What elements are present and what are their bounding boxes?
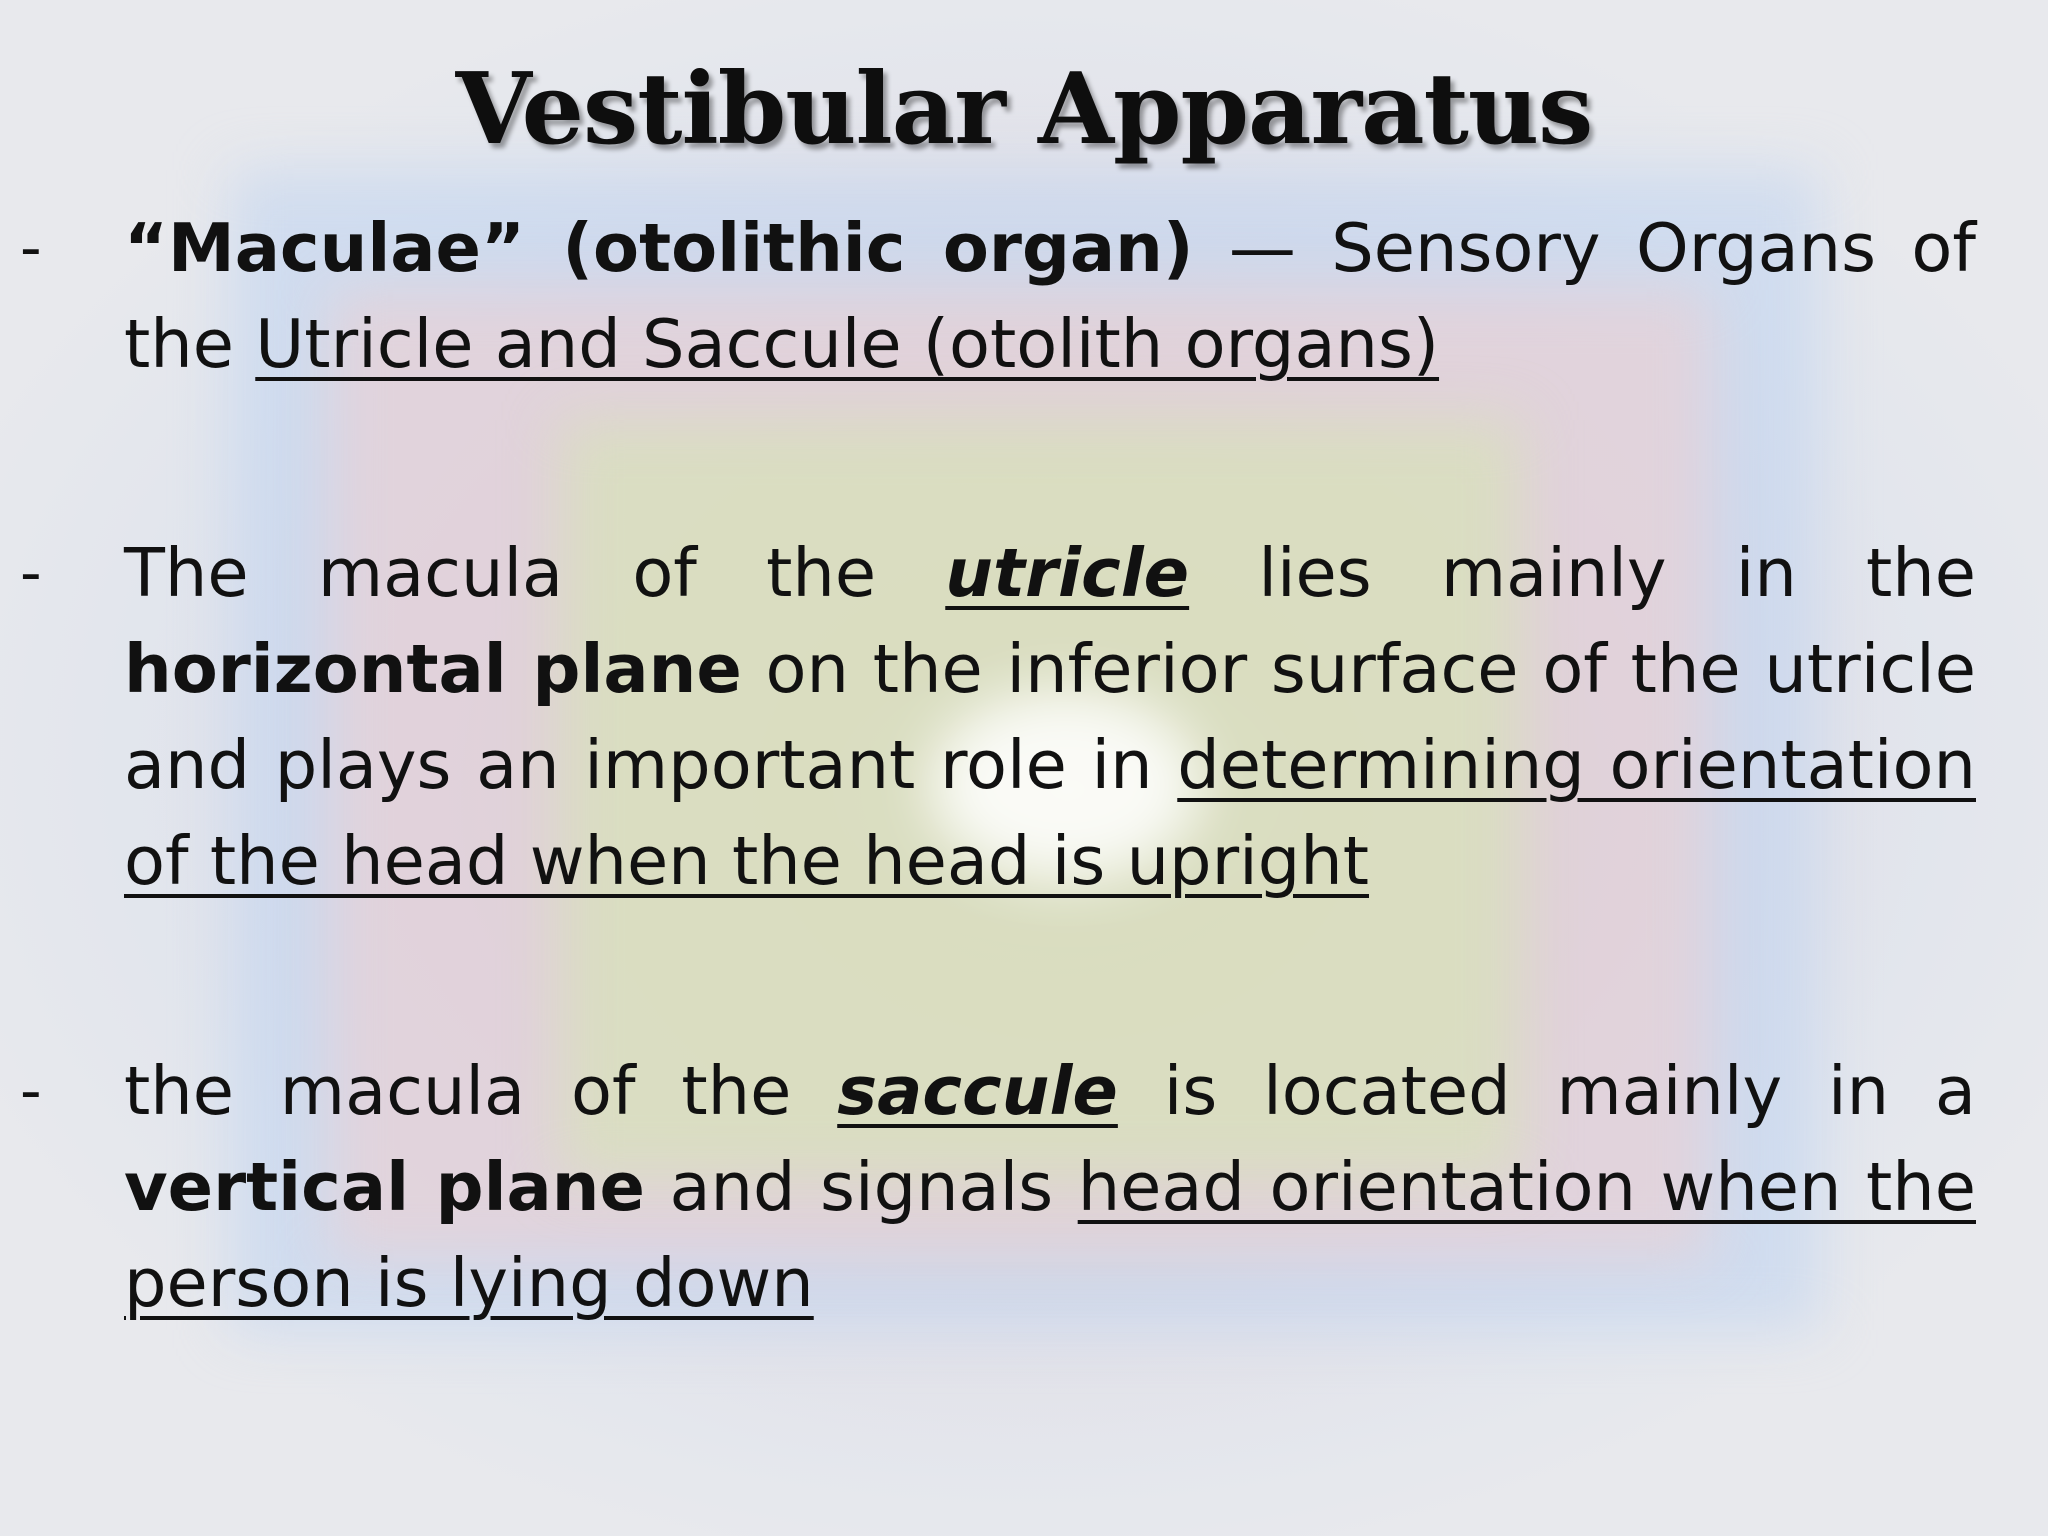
bullet-bold-phrase: vertical plane (124, 1148, 645, 1226)
bullet-mid: and signals (644, 1148, 1078, 1226)
bullet-marker: - (20, 538, 42, 608)
bullet-pre: the macula of the (124, 1052, 838, 1130)
bullet-term: “Maculae” (otolithic organ) (124, 209, 1194, 287)
bullet-text (124, 200, 1976, 392)
bullet-underlined-phrase: Utricle and Saccule (otolith organs) (255, 305, 1440, 383)
bullet-marker: - (20, 1056, 42, 1126)
bullet-bold-phrase: horizontal plane (124, 630, 742, 708)
bullet-mid: on the inferior surface of the utricle and plays an important role in (124, 630, 1976, 804)
bullet-mid: is located mainly in a (1117, 1052, 1976, 1130)
bullet-marker: - (20, 213, 42, 283)
bullet-key-term: utricle (945, 534, 1190, 612)
bullet-pre: The macula of the (124, 534, 946, 612)
bullet-text (124, 525, 1976, 909)
bullet-underlined-phrase: head orientation when the person is lying down (124, 1148, 1976, 1322)
bullet-underlined-phrase: determining orientation of the head when the head is upright (124, 726, 1976, 900)
bullet-connector: — Sensory Organs of the (124, 209, 1976, 383)
bullet-text (124, 1043, 1976, 1331)
slide-title: Vestibular Apparatus (455, 52, 1593, 167)
bullet-key-term: saccule (837, 1052, 1118, 1130)
bullet-mid: lies mainly in the (1189, 534, 1976, 612)
